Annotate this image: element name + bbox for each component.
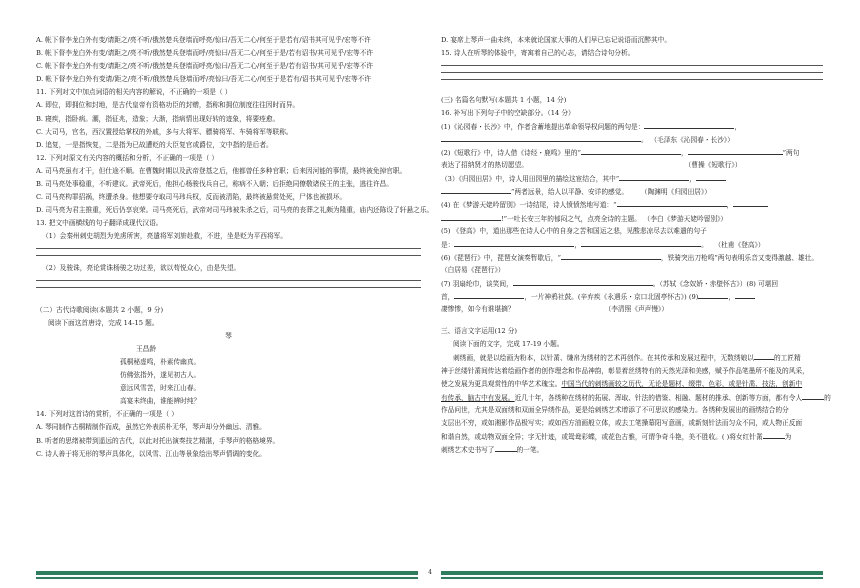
- section-2-intro: 阅读下面这首唐诗，完成 14-15 题。: [48, 318, 159, 327]
- q16-item-5: (5) 《登高》中，道出那些在诗人心中的自身之苦和国运之悲，见酸悲凉尽去以难遣的句子: [441, 226, 707, 235]
- q16-item-4: (4) 在《梦游天姥吟留别》一诗结尾，诗人愤愤然地写道：“ ，: [441, 198, 823, 211]
- item-text: (6)《琵琶行》中，琵琶女演奏暂歇后，“: [441, 253, 561, 262]
- fill-blank[interactable]: [735, 290, 755, 299]
- passage-line: [441, 430, 823, 443]
- fill-blank[interactable]: [454, 290, 524, 299]
- fill-blank[interactable]: [698, 290, 728, 299]
- fill-blank[interactable]: [441, 133, 641, 142]
- poem-line: 仿佛弦指外，遂见初古人。: [120, 371, 201, 380]
- fill-blank[interactable]: [754, 351, 774, 360]
- passage-text: 为: [784, 433, 792, 442]
- q16-item-6: [441, 251, 823, 264]
- fill-blank[interactable]: [802, 391, 824, 400]
- item-text: ”两句: [782, 149, 800, 158]
- item-text: ，: [728, 293, 736, 302]
- answer-line[interactable]: [36, 287, 421, 288]
- underlined-sentence: 中国当代的刺绣画较之历代，无论是题材、缀带、色彩，或是针黹、技法，创新中: [561, 379, 803, 388]
- fill-blank[interactable]: [688, 146, 783, 155]
- item-text: ”两者远景，给人以平静、安详的感觉。: [511, 188, 629, 197]
- q11-option-d: D. 追复，一是指恢复，二是指为已故遭贬的大臣复官或爵位，文中指的是后者。: [36, 140, 273, 149]
- q14-option-d: D. 宴席上琴声一曲未终，本来就论国家大事的人们早已忘记说语而沉醉其中。: [441, 36, 672, 44]
- fill-blank[interactable]: [513, 277, 653, 286]
- fill-blank[interactable]: [441, 212, 501, 221]
- q12-stem: 12. 下列对原文有关内容的概括和分析，不正确的一项是（ ）: [36, 153, 219, 162]
- passage-text: 使之发展为更具观赏性的中华艺术瑰宝。: [441, 379, 562, 388]
- q14-stem: 14. 下列对这首诗的赏析，不正确的一项是（ ）: [36, 410, 178, 419]
- passage-line: 支层出不穷，或如湘影作品极写实；或如西方油画般立体，或去工笔操幕阳写意画，或新刻针法而匀众不同，或人物正反面: [441, 418, 803, 427]
- q13-sentence-1: （1）会秦州刺史胡烈为羌虏所害，亮遣将军刘旂赴救，不进，坐是贬为平西将军。: [42, 232, 288, 241]
- q13-sentence-2: （2）及骏诛，亮论赏诛杨骏之功过差，欲以苟悦众心，由是失望。: [42, 264, 241, 272]
- passage-text: 刺绣艺术史书写了: [441, 446, 495, 455]
- poem-line: 意远风雪苦，时来江山春。: [120, 384, 201, 393]
- poem-line: 孤桐秘虚鸣，朴素传幽真。: [120, 357, 201, 366]
- answer-line[interactable]: [441, 79, 823, 80]
- item-text: 表达了招纳贤才的热切愿望。: [441, 161, 528, 170]
- fill-blank[interactable]: [581, 238, 701, 247]
- fill-blank[interactable]: [644, 120, 734, 129]
- q10-option-c: C. 帐下督李龙白外有变/请距之/亮不听/俄然楚兵登墙而呼亮/惊曰/吾无二心/何至于是/若有诏书/其可见乎/宏等不许: [36, 62, 374, 71]
- q12-option-a: A. 司马亮虽有才干，但仕途不顺。在曹魏时期以及武帝登基之后，他都曾任多种官职；后来因河能的事情，最终被免掉官职。: [36, 166, 407, 175]
- q16-stem: 16. 补写出下列句子中的空缺部分。（14 分）: [441, 108, 575, 117]
- source-text: （李白《梦游天姥吟留别》）: [646, 214, 728, 223]
- passage-line: 神于丝缕针黹间传达着绘画作者的创作理念和作品神韵，彰显着丝绣特有的天然光泽和美感，赋予作品笔墨所不能及的风采，: [441, 366, 809, 375]
- fill-blank[interactable]: [619, 172, 689, 181]
- section-3-heading: (三) 名篇名句默写(本题共 1 小题，14 分): [441, 95, 567, 104]
- item-text: ，一片神鸦社鼓。(辛弃疾《永遇乐・京口北固亭怀古》) (9): [524, 293, 699, 302]
- q16-item-4-cont: [441, 212, 823, 225]
- fill-blank[interactable]: [696, 172, 726, 181]
- poem-title: 琴: [225, 331, 232, 340]
- page-number: 4: [428, 569, 432, 576]
- source-text: （杜甫《登高》）: [717, 240, 765, 249]
- source-text: （毛泽东《沁园春・长沙》）: [653, 135, 734, 144]
- footer-stripe: [36, 571, 418, 575]
- footer-stripe: [441, 577, 823, 579]
- q16-item-1: (1)《沁园春・长沙》中，作者含蓄地提出革命领导权问题的两句是： ，: [441, 120, 823, 133]
- item-text: （3）《归园田居》中，诗人用田园里的描绘这宦结合，其中“: [441, 175, 620, 184]
- q10-option-a: A. 帐下督李龙白外有变/请距之/亮不听/俄然楚兵登墙而呼亮/惊曰/吾无二心/何至于是若有/诏书其可见乎/宏等不许: [36, 36, 371, 44]
- passage-text: 的: [824, 393, 831, 402]
- passage-line: [441, 351, 823, 364]
- answer-line[interactable]: [36, 248, 421, 249]
- item-text: (1)《沁园春・长沙》中，作者含蓄地提出革命领导权问题的两句是：: [441, 122, 645, 131]
- passage-text: 的一笔。: [516, 446, 544, 455]
- q14-option-a: A. 琴同制作古桐精制作而成，虽然它外表质朴无华，琴声却分外幽远、清雅。: [36, 423, 266, 432]
- poem-author: 王昌龄: [136, 344, 157, 353]
- q11-option-b: B. 寝疾，指卧病。潮，指征兆，造象；大渐，指病情出现好转的迹象，将要痊愈。: [36, 114, 280, 123]
- source-text: （李清照《声声慢》）: [604, 305, 669, 314]
- fill-blank[interactable]: [441, 185, 511, 194]
- fill-blank[interactable]: [733, 198, 768, 207]
- item-text: !”一吐长安三年的郁闷之气，点亮全诗的主题。: [501, 214, 641, 223]
- source-text: （陶渊明《归园田居》）: [644, 188, 711, 197]
- item-text: 。（苏轼《念奴娇・赤壁怀古》）(8) 可堪回: [652, 280, 779, 288]
- passage-text: 和谐自然，或动物双面全异；字无针迹，或鸳鸯彩蝶，或花色古雅，可谓争奇斗艳，美不胜收。( )将女红针黹: [441, 433, 763, 442]
- fill-blank[interactable]: [495, 443, 517, 452]
- item-text: (2)《短歌行》中，诗人借《诗经・鹿鸣》里的“: [441, 149, 581, 158]
- item-text: ，铁骑突出刀枪鸣”两句表明乐音又变得激越、雄壮。: [660, 253, 819, 262]
- answer-line[interactable]: [441, 65, 823, 66]
- fill-blank[interactable]: [581, 146, 681, 155]
- right-column: [441, 34, 831, 456]
- q12-option-d: D. 司马亮为君主推重，死后仍享哀荣。司马亮死后，武帝对司马玮被朱杀之后，司马亮的丧葬之礼颇为隆重，庙内还陈设了轩悬之乐。: [36, 206, 434, 215]
- q13-stem: 13. 把文中画横线的句子翻译成现代汉语。: [36, 219, 163, 228]
- q11-stem: 11. 下列对文中加点词语的相关内容的解说，不正确的一项是（ ）: [36, 88, 232, 97]
- item-text: (4) 在《梦游天姥吟留别》一诗结尾，诗人愤愤然地写道：“: [441, 201, 617, 210]
- passage-line: [441, 391, 831, 404]
- q16-item-8: [441, 290, 823, 303]
- source-text: （曹操《短歌行》）: [687, 161, 742, 170]
- q16-item-3-cont: [441, 185, 823, 198]
- footer-stripe: [36, 577, 418, 579]
- answer-line[interactable]: [441, 72, 823, 73]
- q12-option-b: B. 司马亮处事稳重，不听建议。武帝死后，他担心杨骏伐兵自己，称病不入朝；后拒绝同僚敬诸侯王的主张，逃往许昌。: [36, 180, 393, 189]
- section-4-heading: 三、语言文字运用(12 分): [441, 327, 518, 336]
- footer-decoration: [0, 570, 860, 588]
- q16-item-2: (2)《短歌行》中，诗人借《诗经・鹿鸣》里的“ ， ”两句: [441, 146, 823, 159]
- fill-blank[interactable]: [763, 430, 785, 439]
- fill-blank[interactable]: [454, 238, 574, 247]
- item-text: 凄惨惨，如今有谁堪摘？: [441, 305, 515, 314]
- fill-blank[interactable]: [617, 198, 727, 207]
- footer-stripe: [441, 571, 823, 575]
- passage-text: 刺绣画，就是以绘画为粉本，以针黹、缣帛为绣材的艺术再创作。在其传承和发展过程中，无数绣娘以: [453, 354, 754, 363]
- q16-item-2-cont: [441, 159, 823, 172]
- answer-line[interactable]: [36, 255, 421, 256]
- q16-item-3: （3）《归园田居》中，诗人用田园里的描绘这宦结合，其中“ ，: [441, 172, 823, 185]
- q16-item-6-source: （白居易《琵琶行》）: [441, 265, 505, 274]
- q16-item-7: [441, 277, 823, 290]
- item-text: 是：: [441, 240, 455, 249]
- left-column: [36, 34, 434, 461]
- section-2-heading: （二）古代诗歌阅读(本题共 2 小题，9 分): [36, 305, 164, 314]
- answer-line[interactable]: [36, 280, 421, 281]
- item-text: 首，: [441, 293, 455, 302]
- q16-item-1-source: 。 （毛泽东《沁园春・长沙》）: [441, 133, 823, 146]
- q11-option-a: A. 即位，即拥位和封地，是古代皇帝有资格功臣的封赠，指称和拥位制度往往因时而异。: [36, 101, 300, 110]
- section-4-intro: 阅读下面的文字，完成 17-19 小题。: [453, 340, 564, 349]
- passage-line: [441, 378, 823, 391]
- q14-option-c: C. 诗人善于将无形的琴声具体化，以风雪、江山等景象绘出琴声情调的变化。: [36, 449, 266, 458]
- passage-line: [441, 443, 823, 456]
- passage-text: 的工匠精: [773, 354, 801, 363]
- item-text: (7) 羽扇纶巾，谈笑间，: [441, 280, 513, 288]
- q12-option-c: C. 司马亮构罪招祸，终遭杀身。他想要夺取司马玮兵权，反而被清陷，最终被悬赏处死，尸体也被损坏。: [36, 193, 347, 202]
- q11-option-c: C. 大司马，官名，西汉置授给掌权的外戚，多与大将军、骠骑将军、车骑将军等联称。: [36, 127, 293, 136]
- q15-stem: 15. 诗人在听琴的体验中，寄寓着自己的心志，请结合诗句分析。: [441, 49, 635, 58]
- q10-option-d: D. 帐下督李龙白外有变请/距之/亮不听/俄然楚兵登墙而呼/亮惊曰/吾无二心/何至于是若有/诏书其可见乎/宏等不许: [36, 75, 372, 84]
- underlined-sentence: 有传承，脑古中有发展。: [441, 393, 515, 402]
- poem-line: 高宴未终曲，谁能辨时纯？: [120, 397, 201, 406]
- q16-item-5-cont: 是： ， 。 （杜甫《登高》）: [441, 238, 823, 251]
- passage-line: 作品问世，尤其是双面绣和双面全异绣作品，更是给刺绣艺术增添了不可思议的感染力。各绣种发展出的画绣结合的分: [441, 405, 789, 414]
- q10-option-b: B. 帐下督李龙白外有变/请距之/亮不听/俄然楚兵登墙而呼/亮惊曰/吾无二心/何至于是/若有诏书/其可见乎/宏等不许: [36, 49, 374, 58]
- fill-blank[interactable]: [561, 251, 661, 260]
- q14-option-b: B. 听者的思绪被带到遥远的古代，以此对托出演奏技艺精湛，手琴声的格格境界。: [36, 436, 280, 445]
- passage-text: 近几十年，各绣种在绣材的拓展、浑取、针法的借鉴、相融、题材的推承、创新等方面，都有令人: [514, 393, 803, 402]
- q16-item-9: [441, 303, 823, 316]
